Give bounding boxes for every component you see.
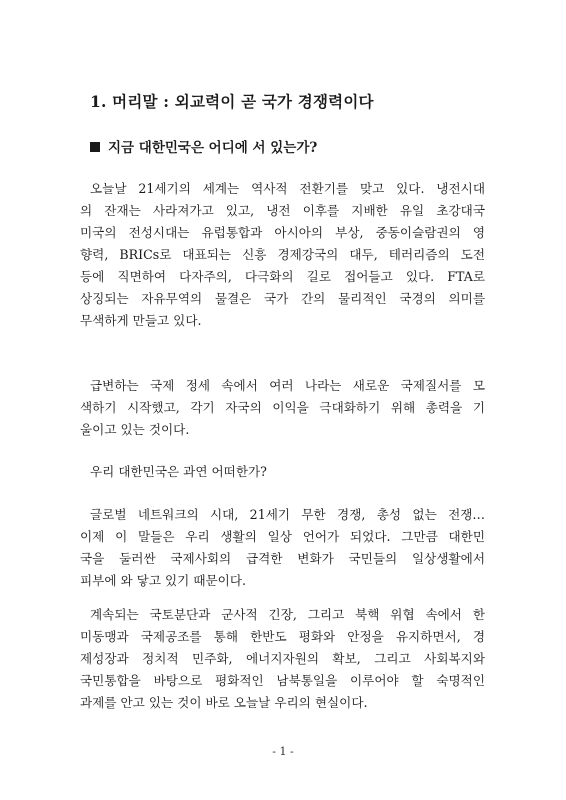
paragraph-line: 오늘날 21세기의 세계는 역사적 전환기를 맞고 있다. 냉전시대 <box>90 181 485 196</box>
paragraph-line: 의 잔재는 사라져가고 있고, 냉전 이후를 지배한 유일 초강대국 <box>80 203 485 218</box>
subheading-text: 지금 대한민국은 어디에 서 있는가? <box>108 140 318 156</box>
paragraph-line: 상징되는 자유무역의 물결은 국가 간의 물리적인 국경의 의미를 <box>80 291 485 306</box>
paragraph-1 <box>80 178 485 332</box>
paragraph-line: 국민통합을 바탕으로 평화적인 남북통일을 이루어야 할 숙명적인 <box>80 673 485 688</box>
paragraph-line: 미국의 전성시대는 유럽통합과 아시아의 부상, 중동이슬람권의 영 <box>80 225 485 240</box>
paragraph-4 <box>80 504 485 592</box>
page-number: - 1 - <box>272 745 294 758</box>
paragraph-line: 울이고 있는 것이다. <box>80 422 190 437</box>
paragraph-line: 급변하는 국제 정세 속에서 여러 나라는 새로운 국제질서를 모 <box>90 378 485 393</box>
paragraph-line: 이제 이 말들은 우리 생활의 일상 언어가 되었다. 그만큼 대한민 <box>80 529 485 544</box>
paragraph-line: 등에 직면하여 다자주의, 다극화의 길로 접어들고 있다. FTA로 <box>80 269 485 284</box>
paragraph-line: 미동맹과 국제공조를 통해 한반도 평화와 안정을 유지하면서, 경 <box>80 629 485 644</box>
paragraph-line: 글로벌 네트워크의 시대, 21세기 무한 경쟁, 총성 없는 전쟁… <box>90 507 485 522</box>
paragraph-line: 우리 대한민국은 과연 어떠한가? <box>90 464 267 479</box>
paragraph-line: 색하기 시작했고, 각기 자국의 이익을 극대화하기 위해 총력을 기 <box>80 400 485 415</box>
paragraph-line: 국을 둘러싼 국제사회의 급격한 변화가 국민들의 일상생활에서 <box>80 551 485 566</box>
square-bullet-icon <box>90 142 100 152</box>
paragraph-line: 제성장과 정치적 민주화, 에너지자원의 확보, 그리고 사회복지와 <box>80 651 485 666</box>
paragraph-line: 무색하게 만들고 있다. <box>80 313 202 328</box>
paragraph-line: 계속되는 국토분단과 군사적 긴장, 그리고 북핵 위협 속에서 한 <box>90 607 485 622</box>
paragraph-line: 과제를 안고 있는 것이 바로 오늘날 우리의 현실이다. <box>80 695 368 710</box>
paragraph-line: 향력, BRICs로 대표되는 신흥 경제강국의 대두, 테러리즘의 도전 <box>80 247 485 262</box>
paragraph-3 <box>80 461 485 483</box>
section-heading: 1. 머리말 : 외교력이 곧 국가 경쟁력이다 <box>90 92 374 111</box>
paragraph-line: 피부에 와 닿고 있기 때문이다. <box>80 573 247 588</box>
paragraph-2 <box>80 375 485 441</box>
section-subheading <box>90 136 317 156</box>
paragraph-5 <box>80 604 485 714</box>
